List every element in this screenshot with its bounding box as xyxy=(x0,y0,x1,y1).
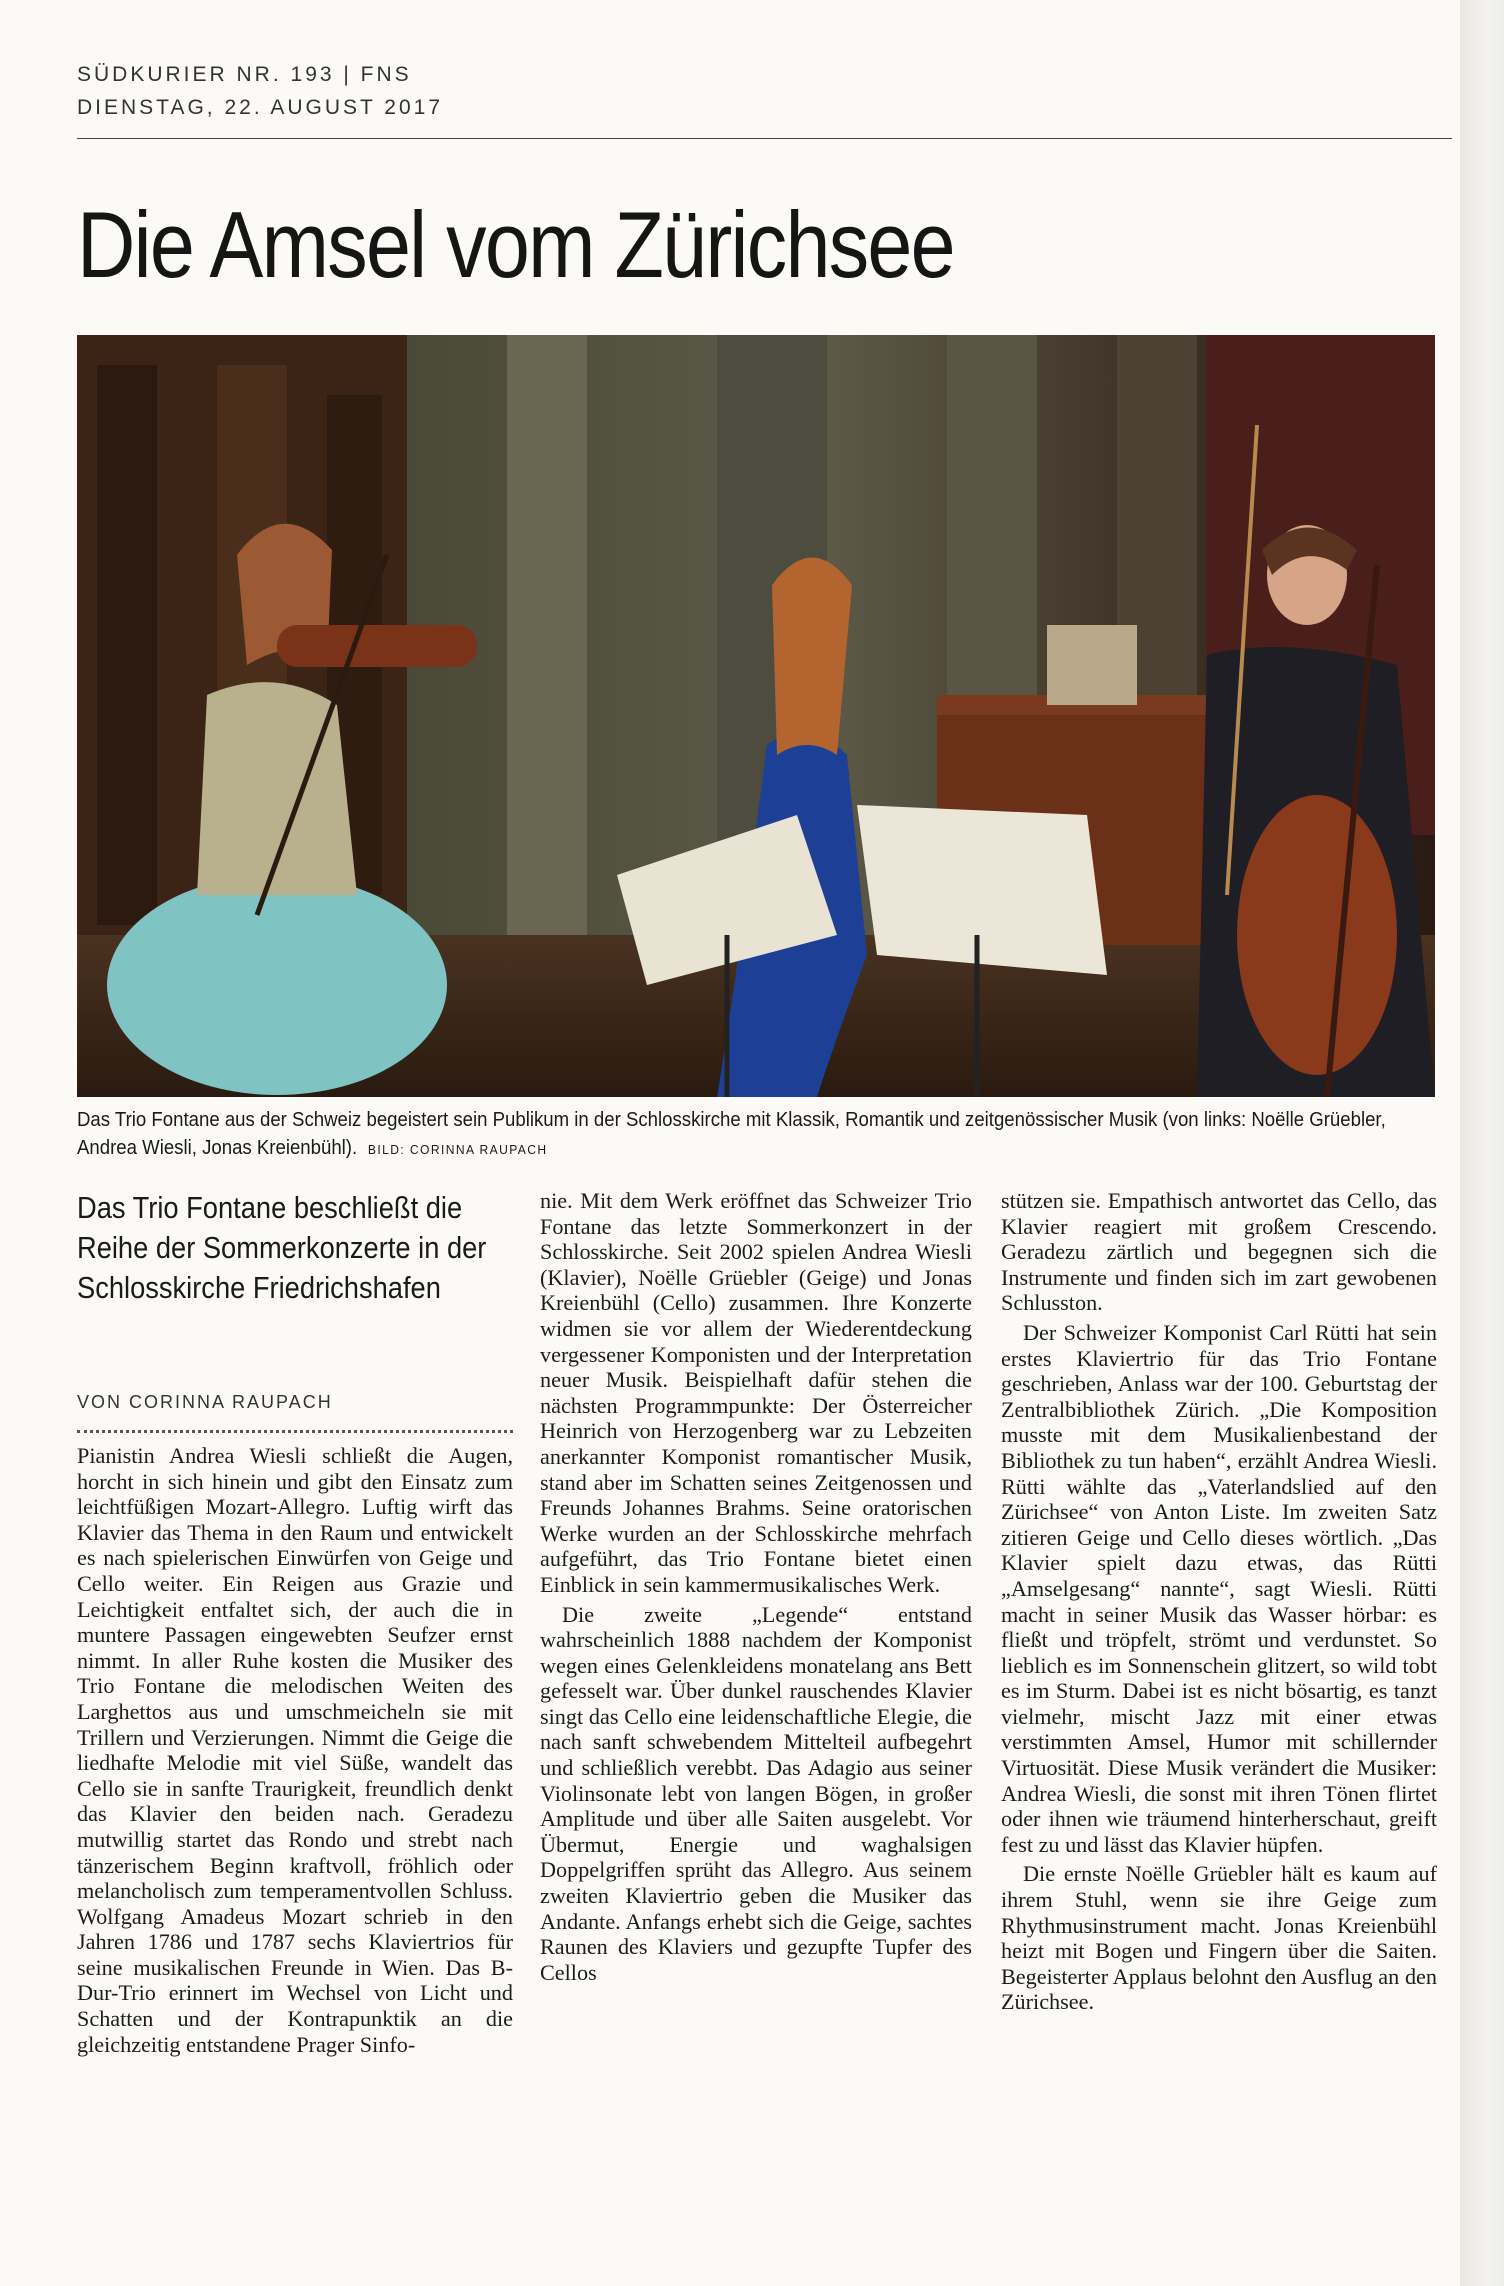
byline-divider xyxy=(77,1430,513,1433)
page-edge xyxy=(1460,0,1504,2286)
caption-text: Das Trio Fontane aus der Schweiz begeistert sein Publikum in der Schlosskirche mit Klassik, Romantik und zeitgenössischer Musik (von links: Noëlle Grüebler, Andrea Wiesli, Jonas Kreienbühl). xyxy=(77,1109,1386,1159)
paragraph: stützen sie. Empathisch antwortet das Cello, das Klavier reagiert mit großem Crescendo. Geradezu zärtlich und begegnen sich die Instrumente und finden sich im zart gewobenen Schlusston. xyxy=(1001,1188,1437,1316)
article-title: Die Amsel vom Zürichsee xyxy=(77,192,954,297)
header-issue: SÜDKURIER NR. 193 | FNS xyxy=(77,63,412,86)
article-subheadline: Das Trio Fontane beschließt die Reihe der Sommerkonzerte in der Schlosskirche Friedrichshafen xyxy=(77,1190,487,1305)
paragraph: nie. Mit dem Werk eröffnet das Schweizer Trio Fontane das letzte Sommerkonzert in der Schlosskirche. Seit 2002 spielen Andrea Wiesli (Klavier), Noëlle Grüebler (Geige) und Jonas Kreienbühl (Cello) zusammen. Ihre Konzerte widmen sie vor allem der Wiederentdeckung vergessener Komponisten und der Interpretation neuer Musik. Beispielhaft dafür stehen die nächsten Programmpunkte: Der Österreicher Heinrich von Herzogenberg war zu Lebzeiten anerkannter Komponist romantischer Musik, stand aber im Schatten seines Zeitgenossen und Freunds Johannes Brahms. Seine oratorischen Werke wurden an der Schlosskirche mehrfach aufgeführt, das Trio Fontane bietet einen Einblick in sein kammermusikalisches Werk. xyxy=(540,1188,972,1597)
concert-photo xyxy=(77,335,1435,1097)
paragraph: Der Schweizer Komponist Carl Rütti hat sein erstes Klaviertrio für das Trio Fontane geschrieben, Anlass war der 100. Geburtstag der Zentralbibliothek Zürich. „Die Komposition musste mit dem Musikalienbestand der Bibliothek zu tun haben“, erzählt Andrea Wiesli. Rütti wählte das „Vaterlandslied auf den Zürichsee“ von Anton Liste. Im zweiten Satz zitieren Geige und Cello dieses wörtlich. „Das Klavier spielt dazu etwas, das Rütti „Amselgesang“ nannte“, sagt Wiesli. Rütti macht in seiner Musik das Wasser hörbar: es fließt und tröpfelt, strömt und verdunstet. So lieblich es im Sonnenschein glitzert, so wild tobt es im Sturm. Dabei ist es nicht bösartig, es tanzt vielmehr, mischt Jazz mit einer etwas verstimmten Amsel, Humor mit schillernder Virtuosität. Diese Musik verändert die Musiker: Andrea Wiesli, die sonst mit ihren Tönen flirtet oder ihnen wie träumend hinterherschaut, greift fest zu und lässt das Klavier hüpfen. xyxy=(1001,1319,1437,1857)
newspaper-header xyxy=(77,58,443,124)
article-byline: VON CORINNA RAUPACH xyxy=(77,1392,333,1412)
article-column-1 xyxy=(77,1443,513,2057)
article-column-2 xyxy=(540,1188,972,1985)
paragraph: Die ernste Noëlle Grüebler hält es kaum auf ihrem Stuhl, wenn sie ihre Geige zum Rhythmusinstrument macht. Jonas Kreienbühl heizt mit Bogen und Fingern über die Saiten. Begeisterter Applaus belohnt den Ausflug an den Zürichsee. xyxy=(1001,1861,1437,2015)
photo-caption xyxy=(77,1106,1447,1164)
article-column-3 xyxy=(1001,1188,1437,2015)
photo-credit: BILD: CORINNA RAUPACH xyxy=(367,1142,548,1157)
header-rule xyxy=(77,138,1452,139)
header-date: DIENSTAG, 22. AUGUST 2017 xyxy=(77,96,444,119)
paragraph: Die zweite „Legende“ entstand wahrscheinlich 1888 nachdem der Komponist wegen eines Gelenkleidens monatelang ans Bett gefesselt war. Über dunkel rauschendes Klavier singt das Cello eine leidenschaftliche Elegie, die nach sanft schwebendem Mittelteil aufbegehrt und schließlich verebbt. Das Adagio aus seiner Violinsonate lebt von langen Bögen, in großer Amplitude und über alle Saiten ausgelebt. Vor Übermut, Energie und waghalsigen Doppelgriffen sprüht das Allegro. Aus seinem zweiten Klaviertrio geben die Musiker das Andante. Anfangs erhebt sich die Geige, sachtes Raunen des Klaviers und gezupfte Tupfer des Cellos xyxy=(540,1601,972,1985)
paragraph: Pianistin Andrea Wiesli schließt die Augen, horcht in sich hinein und gibt den Einsatz zum leichtfüßigen Mozart-Allegro. Luftig wirft das Klavier das Thema in den Raum und entwickelt es nach spielerischen Einwürfen von Geige und Cello weiter. Ein Reigen aus Grazie und Leichtigkeit entfaltet sich, der auch die in muntere Passagen eingewebten Seufzer ernst nimmt. In aller Ruhe kosten die Musiker des Trio Fontane die melodischen Weiten des Larghettos aus und umschmeicheln sie mit Trillern und Verzierungen. Nimmt die Geige die liedhafte Melodie mit viel Süße, wandelt das Cello sie in sanfte Traurigkeit, freundlich denkt das Klavier den beiden nach. Geradezu mutwillig startet das Rondo und strebt nach tänzerischem Beginn kraftvoll, fröhlich oder melancholisch zum temperamentvollen Schluss. Wolfgang Amadeus Mozart schrieb in den Jahren 1786 und 1787 sechs Klaviertrios für seine musikalischen Freunde in Wien. Das B-Dur-Trio erinnert im Wechsel von Licht und Schatten und der Kontrapunktik an die gleichzeitig entstandene Prager Sinfo- xyxy=(77,1443,513,2057)
